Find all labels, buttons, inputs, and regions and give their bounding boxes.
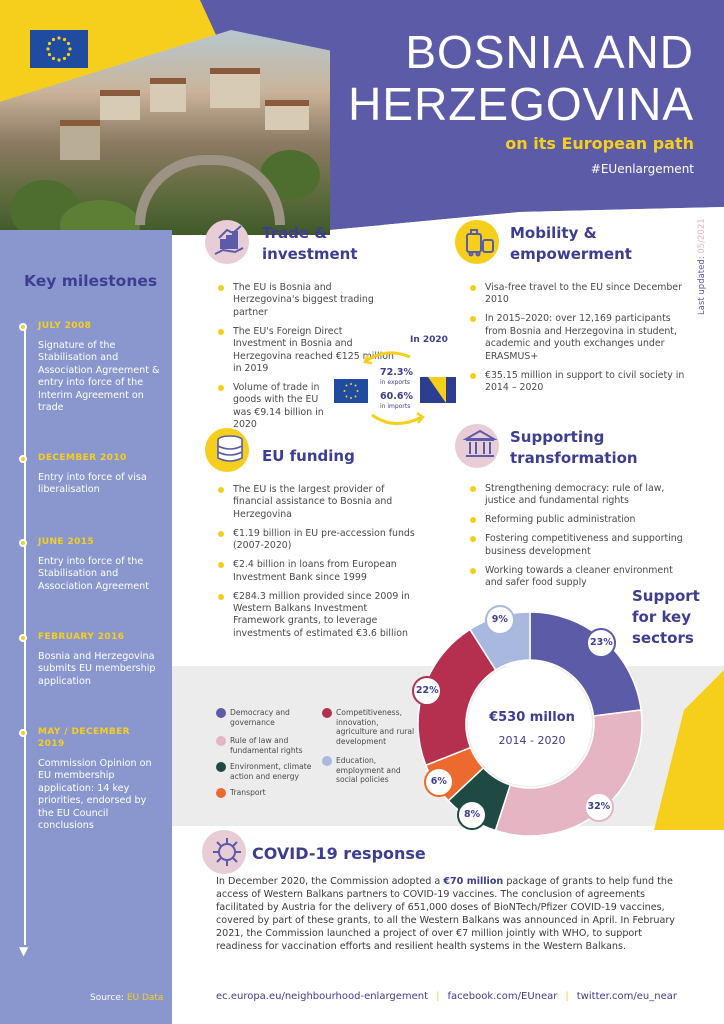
trade-title-line-2: investment <box>262 245 358 263</box>
milestone-date: JULY 2008 <box>38 321 92 331</box>
milestone-date: DECEMBER 2010 <box>38 453 127 463</box>
legend-item <box>216 736 306 755</box>
last-updated <box>697 218 707 315</box>
list-item: Reforming public administration <box>470 514 685 526</box>
covid-text-part: package of grants to help fund the access of Western Balkans partners to COVID-19 vaccines. The conclusion of agreements facilitated by Austria for the delivery of 651,000 doses of BioNTech/Pfizer COVID-19 vaccines, covered by part of these grants, to all the Western Balkans was announced in April. In February 2021, the Commission launched a project of over €7 million jointly with WHO, to support readiness for vaccination efforts and resilient health systems in the Western Balkans. <box>216 876 675 952</box>
trade-title-line-1: Trade & <box>262 224 328 242</box>
milestone <box>38 631 160 688</box>
list-item: In 2015–2020: over 12,169 participants from Bosnia and Herzegovina in student, academic and youth exchanges under ERASMUS+ <box>470 313 685 363</box>
covid-section-title: COVID-19 response <box>252 844 426 863</box>
bih-flag-icon <box>420 377 456 403</box>
donut-percent-label: 9% <box>485 605 515 635</box>
donut-percent-label: 8% <box>457 800 487 830</box>
footer-links <box>216 991 677 1002</box>
covid-paragraph <box>216 876 686 953</box>
milestone <box>38 536 160 593</box>
milestone-date: MAY / DECEMBER 2019 <box>38 727 130 749</box>
milestone-text: Entry into force of the Stabilisation and Association Agreement <box>38 556 149 592</box>
source-note <box>90 993 163 1003</box>
list-item: Fostering competitiveness and supporting business development <box>470 533 685 558</box>
mobility-title-line-2: empowerment <box>510 245 632 263</box>
list-item: €1.19 billion in EU pre-accession funds (2007-2020) <box>218 528 418 553</box>
milestone-text: Signature of the Stabilisation and Association Agreement & entry into force of the Interim Agreement on trade <box>38 340 160 414</box>
donut-percent-label: 32% <box>584 792 614 822</box>
timeline-dot-icon <box>19 323 27 331</box>
legend-item <box>216 762 316 781</box>
legend-label: Democracy and governance <box>230 708 290 727</box>
legend-item <box>216 788 306 798</box>
legend-swatch-icon <box>216 788 226 798</box>
milestone-date: FEBRUARY 2016 <box>38 632 125 642</box>
list-item: Visa-free travel to the EU since December 2010 <box>470 282 685 307</box>
transformation-title-line-1: Supporting <box>510 428 605 446</box>
covid-text-part: In December 2020, the Commission adopted a <box>216 876 444 887</box>
exports-label: in exports <box>380 379 410 386</box>
title-line-1: BOSNIA AND <box>405 26 694 78</box>
trade-share-graphic <box>332 335 462 435</box>
timeline-dot-icon <box>19 539 27 547</box>
donut-percent-label: 22% <box>412 676 442 706</box>
transformation-title-line-2: transformation <box>510 449 638 467</box>
legend-swatch-icon <box>216 736 226 746</box>
sidebar-title: Key milestones <box>24 272 158 290</box>
legend-swatch-icon <box>216 762 226 772</box>
coins-icon <box>205 428 249 472</box>
legend-label: Competitiveness, innovation, agriculture and rural development <box>336 708 415 746</box>
trade-year-label: In 2020 <box>410 335 448 345</box>
list-item: Volume of trade in goods with the EU was €9.14 billion in 2020 <box>218 382 336 432</box>
page-subtitle: on its European path <box>505 134 694 153</box>
exports-percent: 72.3% <box>380 367 413 378</box>
milestone <box>38 452 160 497</box>
mobility-section-title <box>510 223 632 265</box>
source-label: Source: <box>90 993 124 1003</box>
milestone <box>38 726 160 832</box>
last-updated-date: 05/2021 <box>697 218 707 254</box>
list-item: Working towards a cleaner environment and safer food supply <box>470 565 685 590</box>
transformation-section-title <box>510 427 638 469</box>
list-item: The EU is Bosnia and Herzegovina's biggest trading partner <box>218 282 398 319</box>
legend-item <box>216 708 306 727</box>
milestone-text: Commission Opinion on EU membership application: 14 key priorities, endorsed by the EU Council conclusions <box>38 758 152 832</box>
eu-flag-icon <box>30 30 88 68</box>
page-title <box>348 26 694 130</box>
covid-highlight: €70 million <box>443 876 504 887</box>
last-updated-label: Last updated: <box>697 256 707 315</box>
timeline-dot-icon <box>19 729 27 737</box>
hashtag: #EUenlargement <box>590 162 694 176</box>
list-item: €2.4 billion in loans from European Investment Bank since 1999 <box>218 559 418 584</box>
list-item: Strengthening democracy: rule of law, justice and fundamental rights <box>470 483 685 508</box>
legend-label: Environment, climate action and energy <box>230 762 312 781</box>
mobility-bullet-list <box>470 282 685 401</box>
mobility-title-line-1: Mobility & <box>510 224 597 242</box>
support-title-line-2: for key <box>632 608 691 626</box>
chart-legend <box>216 708 416 798</box>
donut-percent-label: 6% <box>424 767 454 797</box>
donut-center-years: 2014 - 2020 <box>498 734 566 747</box>
imports-label: in imports <box>380 403 411 410</box>
milestone-date: JUNE 2015 <box>38 537 95 547</box>
funding-bullet-list <box>218 484 418 647</box>
support-title-line-3: sectors <box>632 629 694 647</box>
trade-section-title <box>262 223 358 265</box>
legend-label: Rule of law and fundamental rights <box>230 736 303 755</box>
timeline-dot-icon <box>19 634 27 642</box>
donut-percent-label: 23% <box>586 628 616 658</box>
institution-icon <box>455 424 499 468</box>
legend-item <box>322 708 416 746</box>
footer-link-facebook[interactable]: facebook.com/EUnear <box>447 991 558 1002</box>
list-item: €284.3 million provided since 2009 in Western Balkans Investment Framework grants, to leverage investments of estimated €3.6 billion <box>218 591 418 641</box>
timeline-arrow-down-icon: ▼ <box>19 944 29 958</box>
legend-swatch-icon <box>322 756 332 766</box>
legend-swatch-icon <box>322 708 332 718</box>
footer-link-twitter[interactable]: twitter.com/eu_near <box>576 991 677 1002</box>
legend-swatch-icon <box>216 708 226 718</box>
donut-center-amount: €530 millon <box>489 710 575 725</box>
milestone <box>38 320 160 414</box>
timeline-dot-icon <box>19 455 27 463</box>
source-value: EU Data <box>126 993 164 1003</box>
footer-separator: | <box>436 991 440 1002</box>
legend-item <box>322 756 416 785</box>
legend-label: Education, employment and social policies <box>336 756 401 785</box>
transformation-bullet-list <box>470 483 685 596</box>
support-title-line-1: Support <box>632 587 700 605</box>
milestone-text: Bosnia and Herzegovina submits EU membership application <box>38 651 156 687</box>
title-line-2: HERZEGOVINA <box>348 78 694 130</box>
luggage-icon <box>455 220 499 264</box>
legend-label: Transport <box>230 788 266 797</box>
eu-flag-icon <box>334 379 368 403</box>
footer-link-website[interactable]: ec.europa.eu/neighbourhood-enlargement <box>216 991 429 1002</box>
funding-section-title: EU funding <box>262 447 355 465</box>
footer-separator: | <box>565 991 569 1002</box>
imports-percent: 60.6% <box>380 391 413 402</box>
hand-growth-chart-icon <box>205 220 249 264</box>
milestone-text: Entry into force of visa liberalisation <box>38 472 147 496</box>
list-item: The EU is the largest provider of financial assistance to Bosnia and Herzegovina <box>218 484 418 521</box>
list-item: The EU's Foreign Direct Investment in Bosnia and Herzegovina reached €125 million in 2019 <box>218 326 398 376</box>
list-item: €35.15 million in support to civil society in 2014 – 2020 <box>470 370 685 395</box>
virus-icon <box>202 830 246 874</box>
